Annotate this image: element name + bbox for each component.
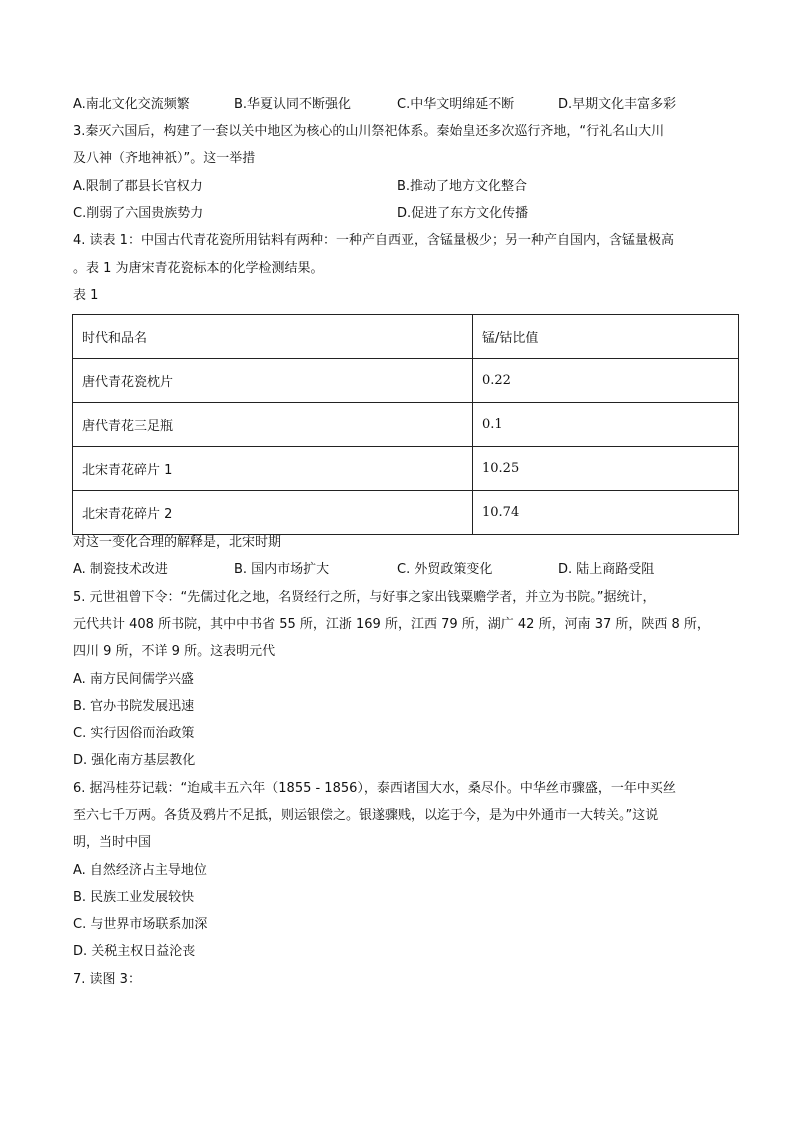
q7-stem: 7. 读图 3： <box>73 972 141 987</box>
table-cell: 唐代青花三足瓶 <box>73 403 473 447</box>
table-header-cell: 时代和品名 <box>73 315 473 359</box>
table-caption: 表 1 <box>73 288 99 303</box>
q6-stem-line-3: 明，当时中国 <box>73 835 152 850</box>
q4-option-c: C. 外贸政策变化 <box>397 562 493 577</box>
table-header-row <box>73 315 739 359</box>
table-cell: 10.74 <box>473 491 739 535</box>
q4-stem-line-2: 。表 1 为唐宋青花瓷标本的化学检测结果。 <box>73 261 324 276</box>
q6-stem-line-2: 至六七千万两。各货及鸦片不足抵，则运银偿之。银遂骤贱，以迄于今，是为中外通市一大转关。”这说 <box>73 808 659 823</box>
table-cell: 0.22 <box>473 359 739 403</box>
table-row <box>73 403 739 447</box>
q2-option-a: A.南北文化交流频繁 <box>73 97 190 112</box>
q6-stem-line-1: 6. 据冯桂芬记载：“迨咸丰五六年（1855 - 1856），泰西诸国大水，桑尽仆。中华丝市骤盛，一年中买丝 <box>73 781 676 796</box>
q3-option-b: B.推动了地方文化整合 <box>397 179 528 194</box>
q5-option-c: C. 实行因俗而治政策 <box>73 726 195 741</box>
q6-option-b: B. 民族工业发展较快 <box>73 890 195 905</box>
data-table <box>72 314 739 535</box>
q6-option-c: C. 与世界市场联系加深 <box>73 917 208 932</box>
q5-option-b: B. 官办书院发展迅速 <box>73 699 195 714</box>
q2-option-c: C.中华文明绵延不断 <box>397 97 515 112</box>
q6-option-a: A. 自然经济占主导地位 <box>73 863 207 878</box>
q3-option-d: D.促进了东方文化传播 <box>397 206 529 221</box>
q3-stem-line-2: 及八神（齐地神祇）”。这一举措 <box>73 151 256 166</box>
q2-option-d: D.早期文化丰富多彩 <box>558 97 677 112</box>
q3-stem-line-1: 3.秦灭六国后，构建了一套以关中地区为核心的山川祭祀体系。秦始皇还多次巡行齐地，“行礼名山大川 <box>73 124 665 139</box>
q3-option-a: A.限制了郡县长官权力 <box>73 179 203 194</box>
q4-option-b: B. 国内市场扩大 <box>234 562 330 577</box>
q5-stem-line-2: 元代共计 408 所书院，其中中书省 55 所，江浙 169 所，江西 79 所，湖广 42 所，河南 37 所，陕西 8 所， <box>73 617 710 632</box>
table-cell: 0.1 <box>473 403 739 447</box>
q4-stem-line-1: 4. 读表 1：中国古代青花瓷所用钴料有两种：一种产自西亚，含锰量极少；另一种产自国内，含锰量极高 <box>73 233 674 248</box>
q4-question: 对这一变化合理的解释是，北宋时期 <box>73 535 282 550</box>
table-cell: 北宋青花碎片 2 <box>73 491 473 535</box>
table-row <box>73 359 739 403</box>
q2-option-b: B.华夏认同不断强化 <box>234 97 352 112</box>
q4-option-d: D. 陆上商路受阻 <box>558 562 655 577</box>
table-cell: 北宋青花碎片 1 <box>73 447 473 491</box>
table-cell: 10.25 <box>473 447 739 491</box>
table-row <box>73 491 739 535</box>
q4-option-a: A. 制瓷技术改进 <box>73 562 168 577</box>
q5-option-d: D. 强化南方基层教化 <box>73 753 196 768</box>
q6-option-d: D. 关税主权日益沦丧 <box>73 944 196 959</box>
q5-option-a: A. 南方民间儒学兴盛 <box>73 672 194 687</box>
q5-stem-line-3: 四川 9 所，不详 9 所。这表明元代 <box>73 644 276 659</box>
q3-option-c: C.削弱了六国贵族势力 <box>73 206 204 221</box>
table-cell: 唐代青花瓷枕片 <box>73 359 473 403</box>
table-row <box>73 447 739 491</box>
q5-stem-line-1: 5. 元世祖曾下令：“先儒过化之地，名贤经行之所，与好事之家出钱粟赡学者，并立为书院。”据统计， <box>73 590 656 605</box>
table-header-cell: 锰/钴比值 <box>473 315 739 359</box>
